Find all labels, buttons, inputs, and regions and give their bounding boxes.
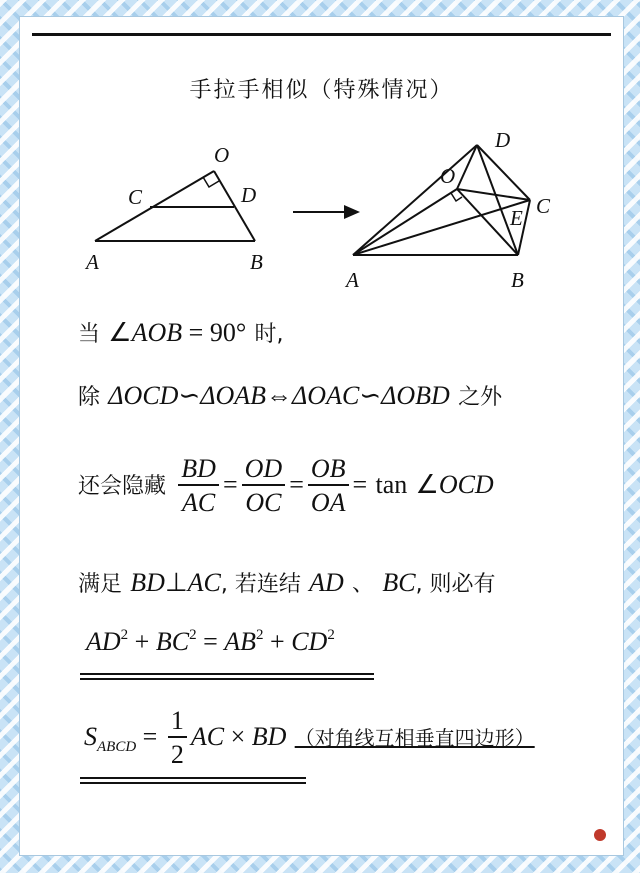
label-o: O bbox=[440, 164, 456, 188]
segment-ac bbox=[353, 200, 530, 255]
text-hidden: 还会隐藏 bbox=[78, 473, 167, 499]
segment-db bbox=[477, 145, 518, 255]
text-if-connect: , 若连结 bbox=[220, 572, 301, 597]
plus: + bbox=[128, 627, 156, 656]
angle-symbol: ∠ bbox=[108, 318, 132, 347]
plus: + bbox=[263, 627, 292, 656]
condition-line bbox=[78, 317, 283, 348]
exp: 2 bbox=[189, 627, 197, 643]
term-ab: AB bbox=[224, 627, 257, 656]
formula-area bbox=[84, 707, 535, 769]
triangle-obd: ΔOBD bbox=[381, 381, 450, 410]
label-c: C bbox=[536, 194, 551, 218]
label-e: E bbox=[510, 206, 523, 230]
label-c: C bbox=[128, 185, 143, 209]
angle-symbol: ∠ bbox=[415, 469, 439, 499]
fraction-ob-oa: $\frac{OB}{OA}$ bbox=[308, 455, 349, 517]
triangle-ocd: ΔOCD bbox=[108, 381, 179, 410]
area-subscript: ABCD bbox=[97, 738, 137, 755]
page-title: 手拉手相似（特殊情况） bbox=[189, 78, 454, 103]
formula-note: （对角线互相垂直四边形） bbox=[294, 725, 535, 750]
area-symbol: S bbox=[84, 721, 97, 751]
equals-sign: = bbox=[222, 469, 238, 499]
arrow-icon bbox=[293, 205, 360, 219]
double-underline-2 bbox=[80, 777, 306, 784]
fraction-od-oc: $\frac{OD}{OC}$ bbox=[242, 455, 286, 517]
text-when: 当 bbox=[78, 322, 101, 347]
similar-symbol-2: ∽ bbox=[359, 381, 382, 410]
segment-bd: BD bbox=[130, 568, 165, 597]
times-sign: × bbox=[224, 721, 252, 751]
segment-ac: AC bbox=[187, 568, 221, 597]
left-figure bbox=[95, 171, 255, 241]
right-figure bbox=[353, 145, 530, 255]
segment-ao bbox=[353, 189, 457, 255]
triangle-oab: ΔOAB bbox=[200, 381, 267, 410]
seal-icon bbox=[594, 829, 606, 841]
segment-bc: BC bbox=[382, 568, 416, 597]
label-b: B bbox=[511, 268, 524, 292]
geometry-figures bbox=[20, 17, 623, 317]
segment-dc bbox=[477, 145, 530, 200]
equals-sign-2: = bbox=[289, 469, 304, 499]
formula-sum-squares bbox=[86, 627, 335, 657]
right-angle-mark bbox=[451, 193, 462, 201]
text-time: 时, bbox=[254, 322, 284, 347]
fraction-bd-ac: $\frac{BD}{AC}$ bbox=[178, 455, 219, 517]
term-ac: AC bbox=[190, 721, 225, 751]
equals-sign: = bbox=[196, 627, 225, 656]
tan-function: tan bbox=[375, 469, 408, 499]
exp: 2 bbox=[120, 627, 129, 643]
segment-od bbox=[457, 145, 477, 189]
label-a: A bbox=[86, 250, 99, 274]
angle-value: 90° bbox=[209, 318, 247, 347]
text-satisfy: 满足 bbox=[78, 572, 123, 597]
double-underline bbox=[80, 673, 374, 680]
term-bd: BD bbox=[251, 721, 287, 751]
term-ad: AD bbox=[86, 627, 121, 656]
iff-symbol: ⇔ bbox=[266, 381, 293, 410]
exp: 2 bbox=[327, 627, 335, 643]
term-cd: CD bbox=[291, 627, 328, 656]
exp: 2 bbox=[256, 627, 264, 643]
equals-sign: = bbox=[136, 721, 164, 751]
document-page bbox=[19, 16, 624, 856]
segment-ob bbox=[457, 189, 518, 255]
text-besides: 之外 bbox=[458, 385, 503, 410]
right-angle-mark bbox=[203, 177, 219, 187]
fraction-half: $\frac{1}{2}$ bbox=[168, 707, 187, 769]
angle-aob: AOB bbox=[131, 318, 183, 347]
similar-symbol: ∽ bbox=[178, 381, 201, 410]
label-a: A bbox=[346, 268, 359, 292]
label-b: B bbox=[250, 250, 263, 274]
label-d: D bbox=[241, 183, 257, 207]
separator: 、 bbox=[352, 572, 375, 597]
similarity-line bbox=[78, 380, 502, 411]
perp-symbol: ⊥ bbox=[164, 568, 188, 597]
ratio-line bbox=[78, 455, 494, 517]
label-d: D bbox=[495, 128, 511, 152]
label-o: O bbox=[214, 143, 230, 167]
equals-sign: = bbox=[182, 318, 210, 347]
term-bc: BC bbox=[155, 627, 190, 656]
segment-ad: AD bbox=[309, 568, 344, 597]
equals-sign-3: = bbox=[352, 469, 368, 499]
angle-ocd: OCD bbox=[438, 469, 494, 499]
perpendicular-line bbox=[78, 567, 496, 598]
text-except: 除 bbox=[78, 385, 101, 410]
text-then: , 则必有 bbox=[415, 572, 496, 597]
triangle-oac: ΔOAC bbox=[292, 381, 360, 410]
